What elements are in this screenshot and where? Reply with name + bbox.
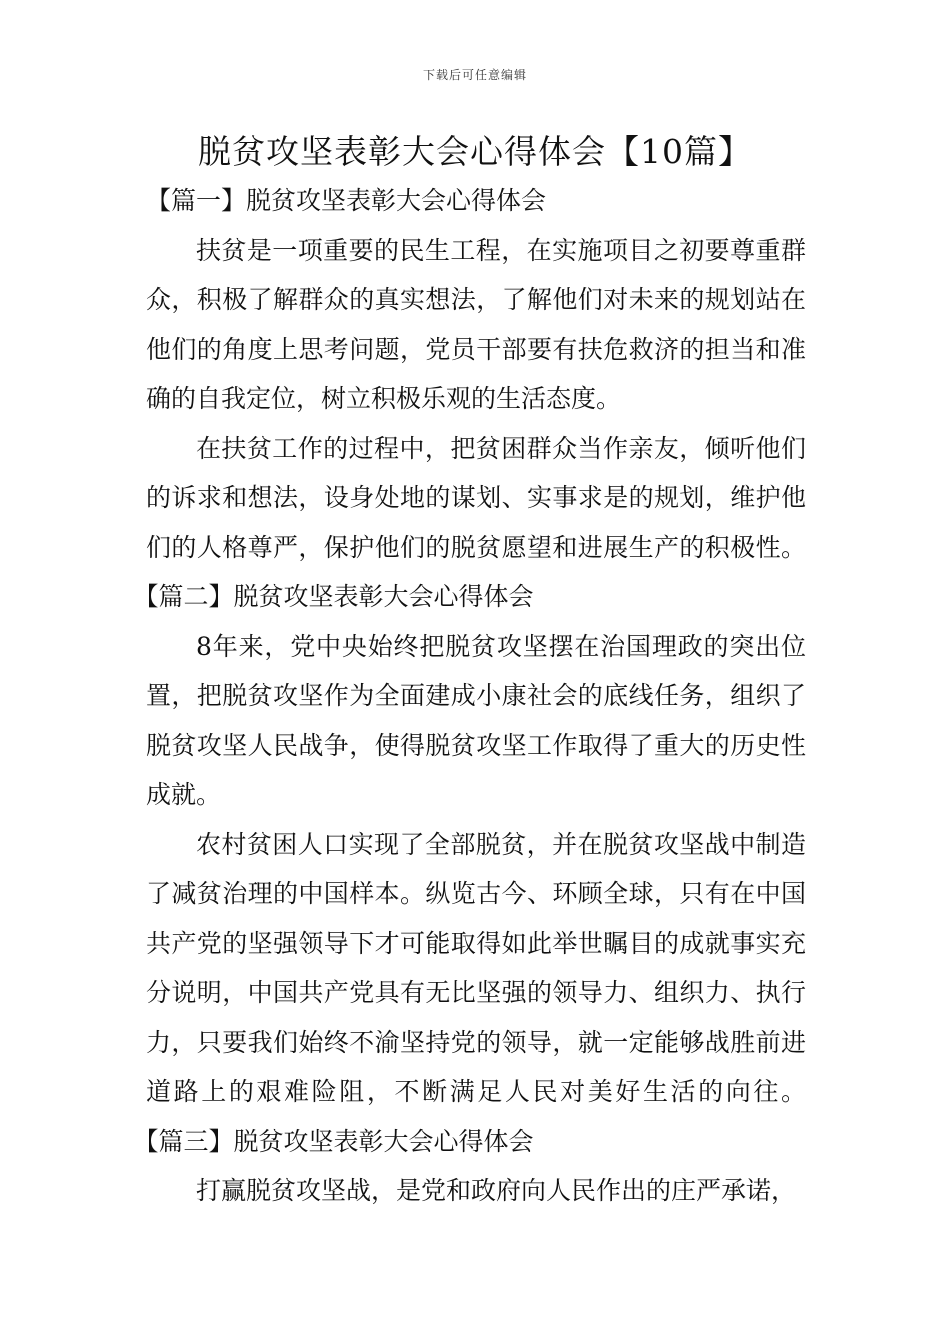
paragraph-with-inline-heading — [146, 424, 806, 622]
document-title: 脱贫攻坚表彰大会心得体会【10篇】 — [198, 132, 752, 171]
section-heading-3: 【篇三】脱贫攻坚表彰大会心得体会 — [146, 1126, 534, 1156]
paragraph-with-inline-heading — [146, 820, 806, 1167]
section-heading-2: 【篇二】脱贫攻坚表彰大会心得体会 — [146, 582, 534, 611]
header-note: 下载后可任意编辑 — [422, 68, 527, 82]
section-heading-1: 【篇一】脱贫攻坚表彰大会心得体会 — [146, 186, 547, 215]
paragraph: 8年来，党中央始终把脱贫攻坚摆在治国理政的突出位置，把脱贫攻坚作为全面建成小康社会的底线任务，组织了脱贫攻坚人民战争，使得脱贫攻坚工作取得了重大的历史性成就。 — [146, 631, 806, 809]
paragraph-text: 农村贫困人口实现了全部脱贫，并在脱贫攻坚战中制造了减贫治理的中国样本。纵览古今、环顾全球，只有在中国共产党的坚强领导下才可能取得如此举世瞩目的成就事实充分说明，中国共产党具有无比坚强的领导力、组织力、执行力，只要我们始终不渝坚持党的领导，就一定能够战胜前进道路上的艰难险阻，不断满足人民对美好生活的向往。 — [146, 829, 806, 1106]
paragraph: 扶贫是一项重要的民生工程，在实施项目之初要尊重群众，积极了解群众的真实想法，了解他们对未来的规划站在他们的角度上思考问题，党员干部要有扶危救济的担当和准确的自我定位，树立积极乐观的生活态度。 — [146, 235, 806, 413]
document-body — [146, 176, 806, 1216]
paragraph-text: 在扶贫工作的过程中，把贫困群众当作亲友，倾听他们的诉求和想法，设身处地的谋划、实事求是的规划，维护他们的人格尊严，保护他们的脱贫愿望和进展生产的积极性。 — [146, 433, 806, 562]
paragraph: 打赢脱贫攻坚战，是党和政府向人民作出的庄严承诺， — [196, 1176, 797, 1205]
